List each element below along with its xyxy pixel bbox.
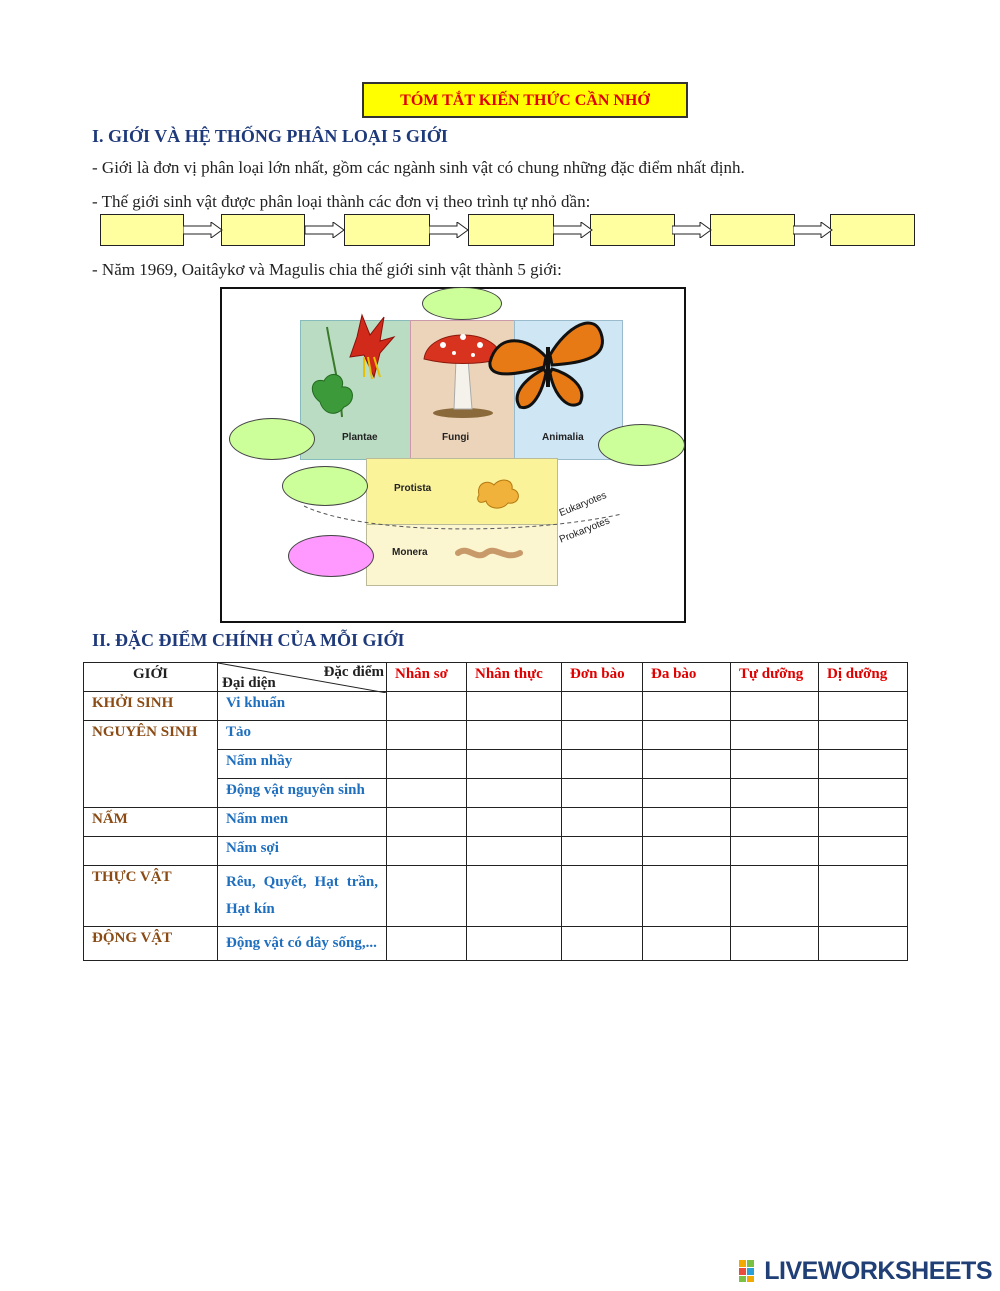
- answer-cell[interactable]: [643, 808, 731, 837]
- animalia-answer-oval[interactable]: [598, 424, 685, 466]
- columbine-flower-icon: [302, 307, 410, 425]
- answer-cell[interactable]: [467, 779, 562, 808]
- representative-cell: Nấm sợi: [218, 837, 387, 866]
- answer-cell[interactable]: [731, 927, 819, 961]
- kingdom-characteristics-table: [83, 662, 908, 961]
- answer-cell[interactable]: [731, 750, 819, 779]
- section1-line1: - Giới là đơn vị phân loại lớn nhất, gồm các ngành sinh vật có chung những đặc điểm nhất định.: [92, 158, 745, 177]
- kingdom-cell: KHỞI SINH: [84, 692, 218, 721]
- answer-cell[interactable]: [467, 927, 562, 961]
- arrow-right-icon: [553, 222, 593, 238]
- kingdom-cell: NẤM: [84, 808, 218, 837]
- kingdom-cell: NGUYÊN SINH: [84, 721, 218, 808]
- table-row: [84, 866, 908, 927]
- prokaryotes-label: Prokaryotes: [557, 515, 612, 546]
- arrow-right-icon: [793, 222, 833, 238]
- answer-cell[interactable]: [467, 808, 562, 837]
- answer-cell[interactable]: [467, 837, 562, 866]
- monera-label: Monera: [392, 547, 428, 558]
- answer-cell[interactable]: [387, 750, 467, 779]
- answer-cell[interactable]: [731, 779, 819, 808]
- representative-cell: Tảo: [218, 721, 387, 750]
- answer-cell[interactable]: [387, 808, 467, 837]
- answer-cell[interactable]: [731, 692, 819, 721]
- section1-line3: - Năm 1969, Oaitâykơ và Magulis chia thế giới sinh vật thành 5 giới:: [92, 260, 562, 279]
- answer-cell[interactable]: [387, 692, 467, 721]
- answer-cell[interactable]: [731, 866, 819, 927]
- eukaryotes-label: Eukaryotes: [557, 490, 609, 519]
- representative-cell: Động vật có dây sống,...: [218, 927, 387, 961]
- answer-cell[interactable]: [819, 837, 908, 866]
- answer-cell[interactable]: [562, 866, 643, 927]
- col-tu-duong: Tự dưỡng: [731, 663, 819, 692]
- kingdom-cell: [84, 837, 218, 866]
- answer-cell[interactable]: [562, 837, 643, 866]
- page-title: TÓM TẮT KIẾN THỨC CẦN NHỚ: [362, 82, 688, 118]
- butterfly-icon: [488, 307, 608, 417]
- protista-answer-oval[interactable]: [282, 466, 368, 506]
- answer-cell[interactable]: [643, 721, 731, 750]
- kingdom-cell: ĐỘNG VẬT: [84, 927, 218, 961]
- fungi-label: Fungi: [442, 432, 470, 443]
- answer-cell[interactable]: [562, 721, 643, 750]
- arrow-right-icon: [183, 222, 223, 238]
- taxon-answer-box-3[interactable]: [344, 214, 430, 246]
- col-da-bao: Đa bào: [643, 663, 731, 692]
- answer-cell[interactable]: [819, 779, 908, 808]
- taxon-answer-box-2[interactable]: [221, 214, 305, 246]
- answer-cell[interactable]: [731, 721, 819, 750]
- liveworksheets-logo: [738, 1257, 992, 1286]
- answer-cell[interactable]: [467, 750, 562, 779]
- section1-line2: - Thế giới sinh vật được phân loại thành các đơn vị theo trình tự nhỏ dần:: [92, 192, 591, 211]
- plantae-answer-oval[interactable]: [229, 418, 315, 460]
- answer-cell[interactable]: [731, 808, 819, 837]
- liveworksheets-logo-icon: [738, 1259, 762, 1283]
- answer-cell[interactable]: [467, 721, 562, 750]
- answer-cell[interactable]: [643, 837, 731, 866]
- answer-cell[interactable]: [387, 837, 467, 866]
- representative-cell: Vi khuẩn: [218, 692, 387, 721]
- answer-cell[interactable]: [643, 779, 731, 808]
- header-daidien: Đại diện: [222, 675, 276, 691]
- table-row: [84, 837, 908, 866]
- fungi-answer-oval[interactable]: [422, 287, 502, 320]
- arrow-right-icon: [672, 222, 712, 238]
- taxon-answer-box-6[interactable]: [710, 214, 795, 246]
- answer-cell[interactable]: [467, 692, 562, 721]
- header-dacdiem: Đặc điểm: [323, 664, 384, 680]
- section1-heading: I. GIỚI VÀ HỆ THỐNG PHÂN LOẠI 5 GIỚI: [92, 126, 448, 146]
- table-row: [84, 721, 908, 750]
- answer-cell[interactable]: [819, 692, 908, 721]
- answer-cell[interactable]: [643, 866, 731, 927]
- col-di-duong: Dị dưỡng: [819, 663, 908, 692]
- table-row: [84, 692, 908, 721]
- col-don-bao: Đơn bào: [562, 663, 643, 692]
- answer-cell[interactable]: [643, 750, 731, 779]
- answer-cell[interactable]: [467, 866, 562, 927]
- answer-cell[interactable]: [643, 692, 731, 721]
- representative-cell: Động vật nguyên sinh: [218, 779, 387, 808]
- taxon-answer-box-5[interactable]: [590, 214, 675, 246]
- answer-cell[interactable]: [562, 808, 643, 837]
- answer-cell[interactable]: [819, 721, 908, 750]
- arrow-right-icon: [429, 222, 469, 238]
- answer-cell[interactable]: [819, 866, 908, 927]
- answer-cell[interactable]: [387, 866, 467, 927]
- representative-cell: Rêu, Quyết, Hạt trần, Hạt kín: [218, 866, 387, 927]
- taxon-answer-box-7[interactable]: [830, 214, 915, 246]
- col-nhan-thuc: Nhân thực: [467, 663, 562, 692]
- answer-cell[interactable]: [387, 927, 467, 961]
- table-header-row: [84, 663, 908, 692]
- table-row: [84, 808, 908, 837]
- liveworksheets-logo-text: LIVEWORKSHEETS: [764, 1257, 992, 1285]
- answer-cell[interactable]: [562, 750, 643, 779]
- answer-cell[interactable]: [562, 779, 643, 808]
- answer-cell[interactable]: [562, 927, 643, 961]
- section2-heading: II. ĐẶC ĐIỂM CHÍNH CỦA MỖI GIỚI: [92, 630, 405, 650]
- answer-cell[interactable]: [819, 750, 908, 779]
- answer-cell[interactable]: [819, 808, 908, 837]
- col-nhan-so: Nhân sơ: [387, 663, 467, 692]
- protista-label: Protista: [394, 483, 432, 494]
- taxon-answer-box-1[interactable]: [100, 214, 184, 246]
- representative-cell: Nấm nhầy: [218, 750, 387, 779]
- answer-cell[interactable]: [643, 927, 731, 961]
- answer-cell[interactable]: [731, 837, 819, 866]
- header-gioi: GIỚI: [84, 663, 218, 692]
- answer-cell[interactable]: [387, 721, 467, 750]
- answer-cell[interactable]: [387, 779, 467, 808]
- taxon-answer-box-4[interactable]: [468, 214, 554, 246]
- monera-answer-oval[interactable]: [288, 535, 374, 577]
- representative-cell: Nấm men: [218, 808, 387, 837]
- header-diagonal-cell: [218, 663, 387, 692]
- plantae-label: Plantae: [342, 432, 378, 443]
- animalia-label: Animalia: [542, 432, 584, 443]
- table-row: [84, 927, 908, 961]
- kingdom-cell: THỰC VẬT: [84, 866, 218, 927]
- answer-cell[interactable]: [819, 927, 908, 961]
- arrow-right-icon: [305, 222, 345, 238]
- answer-cell[interactable]: [562, 692, 643, 721]
